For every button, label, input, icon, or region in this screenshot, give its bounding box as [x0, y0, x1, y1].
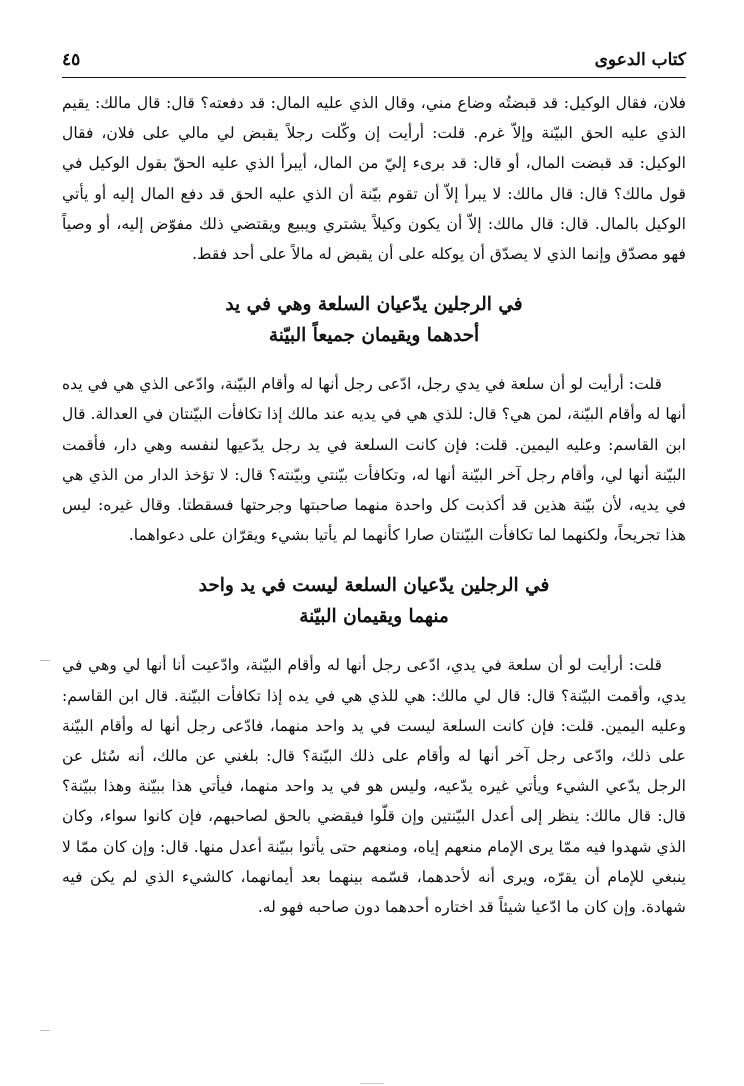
section-heading-1-line-1: في الرجلين يدّعيان السلعة وهي في يد: [225, 294, 523, 316]
footer-mark: [360, 1083, 384, 1084]
section-heading-2: [62, 570, 686, 632]
paragraph-continued: فلان، فقال الوكيل: قد قبضتُه وضاع مني، وقال الذي عليه المال: قد دفعته؟ قال: قال مالك: يقيم الذي عليه الحق البيّنة وإلاّ غرم. قلت: أرأيت إن وكّلت رجلاً يقبض لي مالي على فلان، فقال الوكيل: قد قبضت المال، أو قال: قد برىء إليّ من المال، أيبرأ الذي عليه الحقّ بقول الوكيل في قول مالك؟ قال: قال مالك: لا يبرأ إلاّ أن تقوم بيّنة أن الذي عليه الحق قد دفع المال إليه أو يأتي الوكيل بالمال. قال: قال مالك: إلاّ أن يكون وكيلاً يشتري ويبيع ويقتضي ذلك مفوّض إليه، أو وصياً فهو مصدّق وإنما الذي لا يصدّق أن يوكله على أن يقبض له مالاً على أحد فقط.: [62, 94, 686, 264]
running-header: [62, 42, 686, 70]
section-heading-2-line-1: في الرجلين يدّعيان السلعة ليست في يد واحد: [198, 575, 550, 597]
section-heading-1: [62, 289, 686, 351]
section-heading-1-line-2: أحدهما ويقيمان جميعاً البيّنة: [268, 325, 480, 347]
book-title: كتاب الدعوى: [594, 50, 686, 70]
section-heading-2-line-2: منهما ويقيمان البيّنة: [299, 606, 449, 628]
margin-mark: [40, 1030, 50, 1031]
paragraph-section-1: قلت: أرأيت لو أن سلعة في يدي رجل، ادّعى رجل أنها له وأقام البيّنة، وادّعى الذي هي في يده أنها له وأقام البيّنة، لمن هي؟ قال: للذي هي في يديه عند مالك إذا تكافأت البيّنتان في العدالة. قال ابن القاسم: وعليه اليمين. قلت: فإن كانت السلعة في يد رجل يدّعيها لنفسه وهي دار، فأقمت البيّنة أنها لي، وأقام رجل آخر البيّنة أنها له، وتكافأت بيّنتي وبيّنته؟ قال: لا تؤخذ الدار من الذي هي في يديه، لأن بيّنة هذين قد أكذبت كل واحدة منهما صاحبتها وجرحتها فسقطتا. وقال غيره: ليس هذا تجريحاً، ولكنهما لما تكافأت البيّنتان صارا كأنهما لم يأتيا بشيء ويقرّان على دعواهما.: [62, 375, 686, 545]
page-number: ٤٥: [62, 50, 81, 70]
header-rule: [62, 77, 686, 78]
margin-mark: [40, 660, 50, 661]
paragraph-section-2: قلت: أرأيت لو أن سلعة في يدي، ادّعى رجل أنها له وأقام البيّنة، وادّعيت أنا أنها لي وهي في يدي، وأقمت البيّنة؟ قال: قال لي مالك: هي للذي هي في يده إذا تكافأت البيّنة. قال ابن القاسم: وعليه اليمين. قلت: فإن كانت السلعة ليست في يد واحد منهما، فادّعى رجل أنها له وأقام البيّنة على ذلك، وادّعى رجل آخر أنها له وأقام على ذلك البيّنة؟ قال: بلغني عن مالك، أنه سُئل عن الرجل يدّعي الشيء ويأتي غيره يدّعيه، وليس هو في يد واحد منهما، فيأتي هذا ببيّنة وهذا ببيّنة؟ قال: قال مالك: ينظر إلى أعدل البيّنتين وإن قلّوا فيقضي بالحق لصاحبهم، فإن كانوا سواء، وكان الذي شهدوا فيه ممّا يرى الإمام منعهم إياه، ومنعهم حتى يأتوا ببيّنة أعدل منها. قال: وإن كان ممّا لا ينبغي للإمام أن يقرّه، ويرى أنه لأحدهما، قسّمه بينهما بعد أيمانهما، كالشيء الذي لم يكن فيه شهادة. وإن كان ما ادّعيا شيئاً قد اختاره أحدهما دون صاحبه فهو له.: [62, 656, 686, 917]
page-body: [62, 88, 686, 922]
